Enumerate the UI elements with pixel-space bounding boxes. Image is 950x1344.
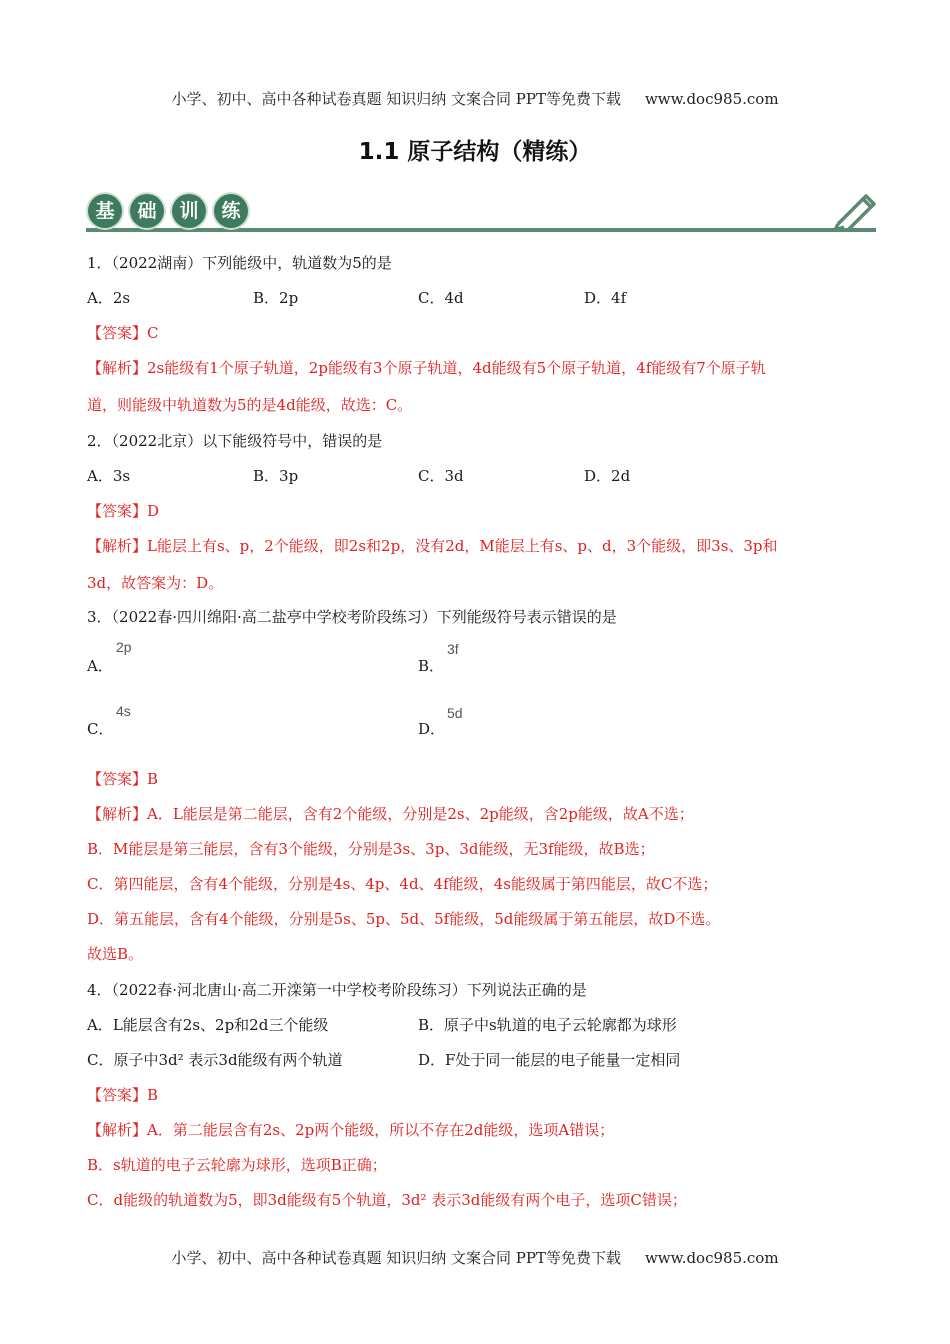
q2-answer: 【答案】D	[87, 502, 160, 520]
q4-option-d: D．F处于同一能层的电子能量一定相同	[418, 1051, 681, 1069]
banner-char: 训	[172, 194, 206, 228]
footer-url[interactable]: www.doc985.com	[644, 1249, 779, 1267]
q2-analysis-line: 【解析】L能层上有s、p，2个能级，即2s和2p，没有2d，M能层上有s、p、d，3个能级，即3s、3p和	[87, 537, 778, 555]
q3-option-b-image: 3f	[447, 641, 459, 657]
q4-analysis-line: C．d能级的轨道数为5，即3d能级有5个轨道，3d² 表示3d能级有两个电子，选项C错误；	[87, 1191, 687, 1209]
q1-option-a: A．2s	[87, 289, 131, 307]
q3-answer: 【答案】B	[87, 770, 159, 788]
section-banner	[86, 192, 876, 238]
q3-analysis-line: D．第五能层，含有4个能级，分别是5s、5p、5d、5f能级，5d能级属于第五能层，故D不选。	[87, 910, 721, 928]
q3-analysis-line: B．M能层是第三能层，含有3个能级，分别是3s、3p、3d能级，无3f能级，故B选；	[87, 840, 655, 858]
q2-option-d: D．2d	[584, 467, 631, 485]
question-2-stem: 2．（2022北京）以下能级符号中，错误的是	[87, 432, 383, 450]
q1-analysis-line: 道，则能级中轨道数为5的是4d能级，故选：C。	[87, 396, 413, 414]
q2-option-a: A．3s	[87, 467, 131, 485]
footer-text: 小学、初中、高中各种试卷真题 知识归纳 文案合同 PPT等免费下载	[171, 1249, 621, 1267]
q4-answer: 【答案】B	[87, 1086, 159, 1104]
banner-bar	[86, 228, 876, 232]
q2-option-c: C．3d	[418, 467, 464, 485]
q3-option-c-image: 4s	[116, 703, 131, 719]
q1-option-d: D．4f	[584, 289, 627, 307]
page-header	[0, 88, 950, 109]
header-url[interactable]: www.doc985.com	[644, 90, 779, 108]
question-1-stem: 1．（2022湖南）下列能级中，轨道数为5的是	[87, 254, 392, 272]
q3-analysis-line: 【解析】A．L能层是第二能层，含有2个能级，分别是2s、2p能级，含2p能级，故A不选；	[87, 805, 694, 823]
q2-analysis-line: 3d，故答案为：D。	[87, 574, 224, 592]
q2-option-b: B．3p	[253, 467, 299, 485]
banner-char: 基	[88, 194, 122, 228]
q3-option-c: C．	[87, 720, 114, 738]
page-title: 1.1 原子结构（精练）	[358, 139, 592, 165]
q4-option-a: A．L能层含有2s、2p和2d三个能级	[87, 1016, 329, 1034]
q4-analysis-line: B．s轨道的电子云轮廓为球形，选项B正确；	[87, 1156, 387, 1174]
q1-option-b: B．2p	[253, 289, 299, 307]
q3-option-a: A．	[87, 657, 113, 675]
page-footer	[0, 1247, 950, 1268]
q1-option-c: C．4d	[418, 289, 464, 307]
banner-char: 础	[130, 194, 164, 228]
banner-char: 练	[214, 194, 248, 228]
q3-option-d: D．	[418, 720, 446, 738]
header-text: 小学、初中、高中各种试卷真题 知识归纳 文案合同 PPT等免费下载	[171, 90, 621, 108]
q3-analysis-line: C．第四能层，含有4个能级，分别是4s、4p、4d、4f能级，4s能级属于第四能层，故C不选；	[87, 875, 718, 893]
question-3-stem: 3．（2022春·四川绵阳·高二盐亭中学校考阶段练习）下列能级符号表示错误的是	[87, 608, 617, 626]
q3-analysis-line: 故选B。	[87, 945, 144, 963]
q3-option-b: B．	[418, 657, 445, 675]
q4-analysis-line: 【解析】A．第二能层含有2s、2p两个能级，所以不存在2d能级，选项A错误；	[87, 1121, 615, 1139]
q1-answer: 【答案】C	[87, 324, 159, 342]
q3-option-a-image: 2p	[116, 639, 132, 655]
question-4-stem: 4．（2022春·河北唐山·高二开滦第一中学校考阶段练习）下列说法正确的是	[87, 981, 587, 999]
q4-option-b: B．原子中s轨道的电子云轮廓都为球形	[418, 1016, 677, 1034]
q4-option-c: C．原子中3d² 表示3d能级有两个轨道	[87, 1051, 343, 1069]
q3-option-d-image: 5d	[447, 705, 463, 721]
pencil-icon	[830, 186, 882, 232]
q1-analysis-line: 【解析】2s能级有1个原子轨道，2p能级有3个原子轨道，4d能级有5个原子轨道，4f能级有7个原子轨	[87, 359, 766, 377]
